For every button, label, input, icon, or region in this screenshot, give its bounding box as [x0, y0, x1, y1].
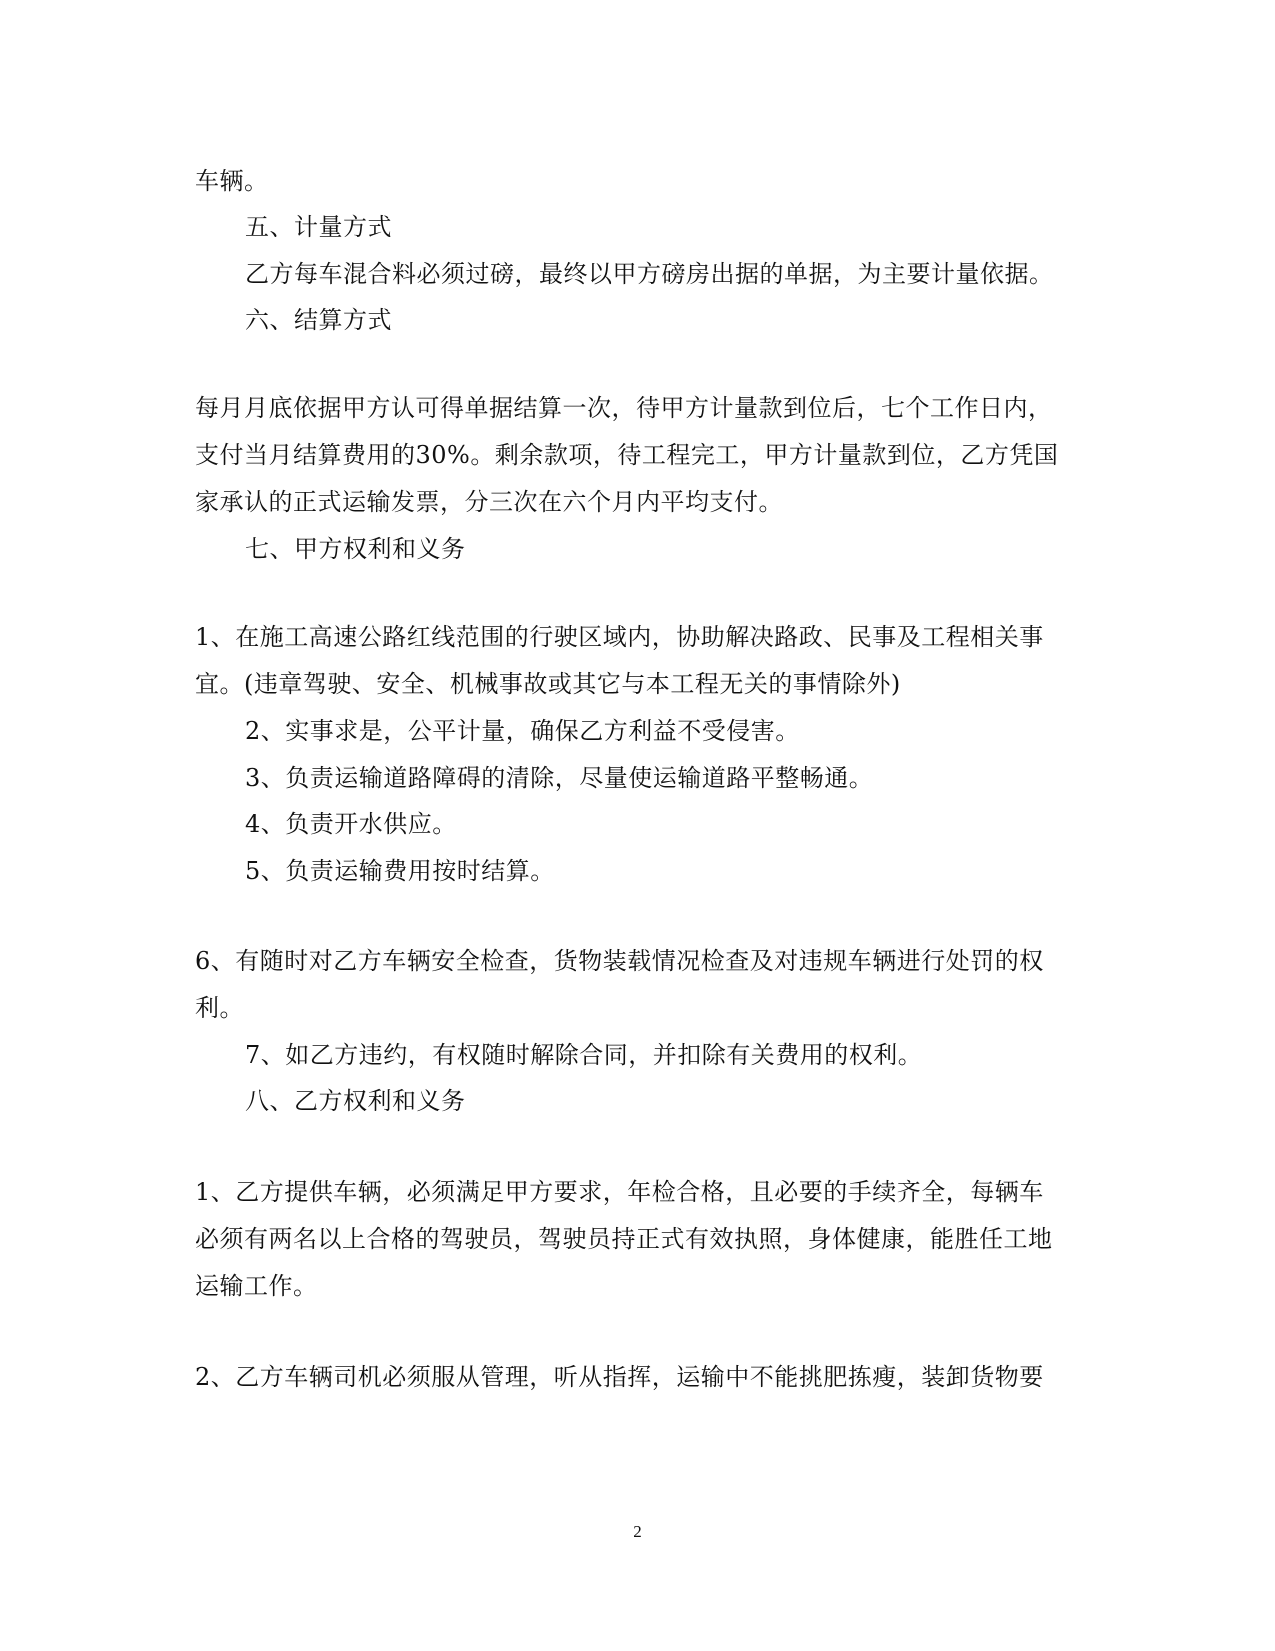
- text-line: 3、负责运输道路障碍的清除，尽量使运输道路平整畅通。: [245, 764, 874, 792]
- text-line: 支付当月结算费用的30%。剩余款项，待工程完工，甲方计量款到位，乙方凭国: [195, 441, 1059, 469]
- text-line: 1、乙方提供车辆，必须满足甲方要求，年检合格，且必要的手续齐全，每辆车: [195, 1178, 1044, 1206]
- text-line: 2、实事求是，公平计量，确保乙方利益不受侵害。: [245, 717, 800, 745]
- text-line: 7、如乙方违约，有权随时解除合同，并扣除有关费用的权利。: [245, 1041, 923, 1069]
- section-heading: 八、乙方权利和义务: [245, 1087, 466, 1115]
- text-line: 运输工作。: [195, 1272, 318, 1300]
- text-line: 乙方每车混合料必须过磅，最终以甲方磅房出据的单据，为主要计量依据。: [245, 260, 1054, 288]
- page-number: 2: [633, 1522, 642, 1541]
- text-line: 1、在施工高速公路红线范围的行驶区域内，协助解决路政、民事及工程相关事: [195, 623, 1044, 651]
- text-line: 5、负责运输费用按时结算。: [245, 857, 555, 885]
- text-line: 宜。(违章驾驶、安全、机械事故或其它与本工程无关的事情除外): [195, 670, 901, 698]
- text-line: 4、负责开水供应。: [245, 810, 457, 838]
- text-line: 6、有随时对乙方车辆安全检查，货物装载情况检查及对违规车辆进行处罚的权: [195, 947, 1044, 975]
- text-line: 车辆。: [195, 167, 269, 195]
- text-line: 必须有两名以上合格的驾驶员，驾驶员持正式有效执照，身体健康，能胜任工地: [195, 1225, 1053, 1253]
- text-line: 利。: [195, 994, 244, 1022]
- text-line: 家承认的正式运输发票，分三次在六个月内平均支付。: [195, 488, 783, 516]
- text-line: 2、乙方车辆司机必须服从管理，听从指挥，运输中不能挑肥拣瘦，装卸货物要: [195, 1363, 1044, 1391]
- text-line: 每月月底依据甲方认可得单据结算一次，待甲方计量款到位后，七个工作日内，: [195, 394, 1053, 422]
- section-heading: 六、结算方式: [245, 306, 392, 334]
- section-heading: 五、计量方式: [245, 213, 392, 241]
- section-heading: 七、甲方权利和义务: [245, 535, 466, 563]
